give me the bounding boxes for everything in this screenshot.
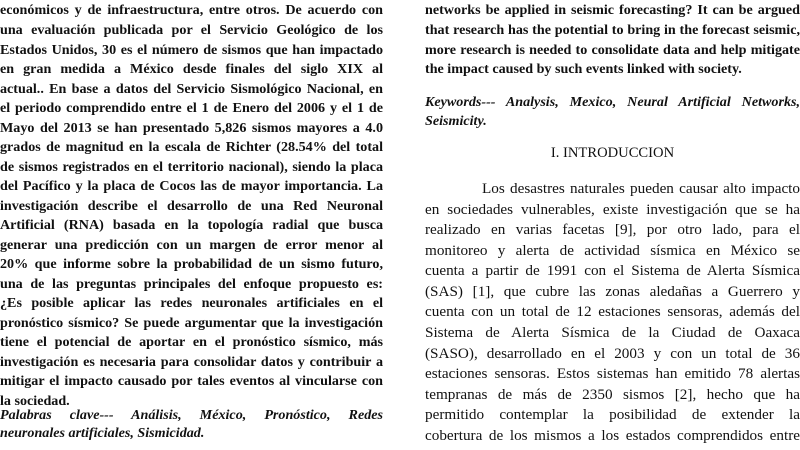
intro-line: estaciones sensoras. Estos sistemas han emitido 78 alertas xyxy=(425,365,800,382)
abstract-line: investigación es necesaria para consolidar datos y contribuir a xyxy=(0,354,383,370)
abstract-line: económicos y de infraestructura, entre otros. De acuerdo con xyxy=(0,2,383,18)
abstract-line: tiene el potencial de aportar en el pronóstico sísmico, más xyxy=(0,334,383,350)
abstract-line: more research is needed to consolidate data and help mitigate xyxy=(425,42,800,58)
keywords-line: neuronales artificiales, Sismicidad. xyxy=(0,425,205,441)
abstract-line: una evaluación publicada por el Servicio Geológico de los xyxy=(0,22,383,38)
abstract-line: mitigar el impacto causado por tales eventos al vincularse con xyxy=(0,373,383,389)
abstract-line: la sociedad. xyxy=(0,393,70,409)
intro-line: cuenta con un total de 12 estaciones sensoras, además del xyxy=(425,303,800,320)
abstract-line: networks be applied in seismic forecasting? It can be argued xyxy=(425,2,800,18)
abstract-line: del Pacífico y la placa de Cocos las de mayor importancia. La xyxy=(0,178,383,194)
abstract-line: that research has the potential to bring in the forecast seismic, xyxy=(425,22,800,38)
abstract-line: Artificial (RNA) basada en la topología radial que busca xyxy=(0,217,383,233)
abstract-line: grados de magnitud en la escala de Richter (28.54% del total xyxy=(0,139,383,155)
intro-line: permitido contemplar la posibilidad de extender la xyxy=(425,406,800,423)
intro-line: realizado en varias facetas [9], por otro lado, para el xyxy=(425,221,800,238)
abstract-line: the impact caused by such events linked with society. xyxy=(425,61,742,77)
abstract-line: Mayo del 2013 se han presentado 5,826 sismos mayores a 4.0 xyxy=(0,120,383,136)
keywords-line: Palabras clave--- Análisis, México, Pronóstico, Redes xyxy=(0,407,383,423)
intro-line: cobertura de los mismos a los estados comprendidos entre xyxy=(425,427,800,444)
intro-line: Los desastres naturales pueden causar alto impacto xyxy=(482,180,800,197)
intro-line: cuenta a partir de 1991 con el Sistema de Alerta Sísmica xyxy=(425,262,800,279)
abstract-line: investigación describe el desarrollo de una Red Neuronal xyxy=(0,198,383,214)
abstract-line: 20% que informe sobre la probabilidad de un sismo futuro, xyxy=(0,256,383,272)
intro-line: en sociedades vulnerables, existe investigación que se ha xyxy=(425,201,800,218)
intro-line: monitoreo y alerta de actividad sísmica en México se xyxy=(425,242,800,259)
abstract-line: de sismos registrados en el territorio nacional), siendo la placa xyxy=(0,159,383,175)
abstract-line: Estados Unidos, 30 es el número de sismos que han impactado xyxy=(0,42,383,58)
abstract-line: ¿Es posible aplicar las redes neuronales artificiales en el xyxy=(0,295,383,311)
abstract-line: el periodo comprendido entre el 1 de Enero del 2006 y el 1 de xyxy=(0,100,383,116)
keywords-line: Seismicity. xyxy=(425,113,487,129)
abstract-line: pronóstico sísmico? Se puede argumentar que la investigación xyxy=(0,315,383,331)
section-heading: I. INTRODUCCION xyxy=(550,145,675,161)
intro-line: Sistema de Alerta Sísmica de la Ciudad de Oaxaca xyxy=(425,324,800,341)
abstract-line: una de las preguntas principales del enfoque propuesto es: xyxy=(0,276,383,292)
keywords-line: Keywords--- Analysis, Mexico, Neural Artificial Networks, xyxy=(425,94,800,110)
abstract-line: generar una predicción con un margen de error menor al xyxy=(0,237,383,253)
abstract-line: actual.. En base a datos del Servicio Sismológico Nacional, en xyxy=(0,81,383,97)
abstract-line: en gran medida a México desde finales del siglo XIX al xyxy=(0,61,383,77)
intro-line: tempranas de más de 2350 sismos [2], hecho que ha xyxy=(425,386,800,403)
intro-line: (SAS) [1], que cubre las zonas aledañas a Guerrero y xyxy=(425,283,800,300)
intro-line: (SASO), desarrollado en el 2003 y con un total de 36 xyxy=(425,345,800,362)
